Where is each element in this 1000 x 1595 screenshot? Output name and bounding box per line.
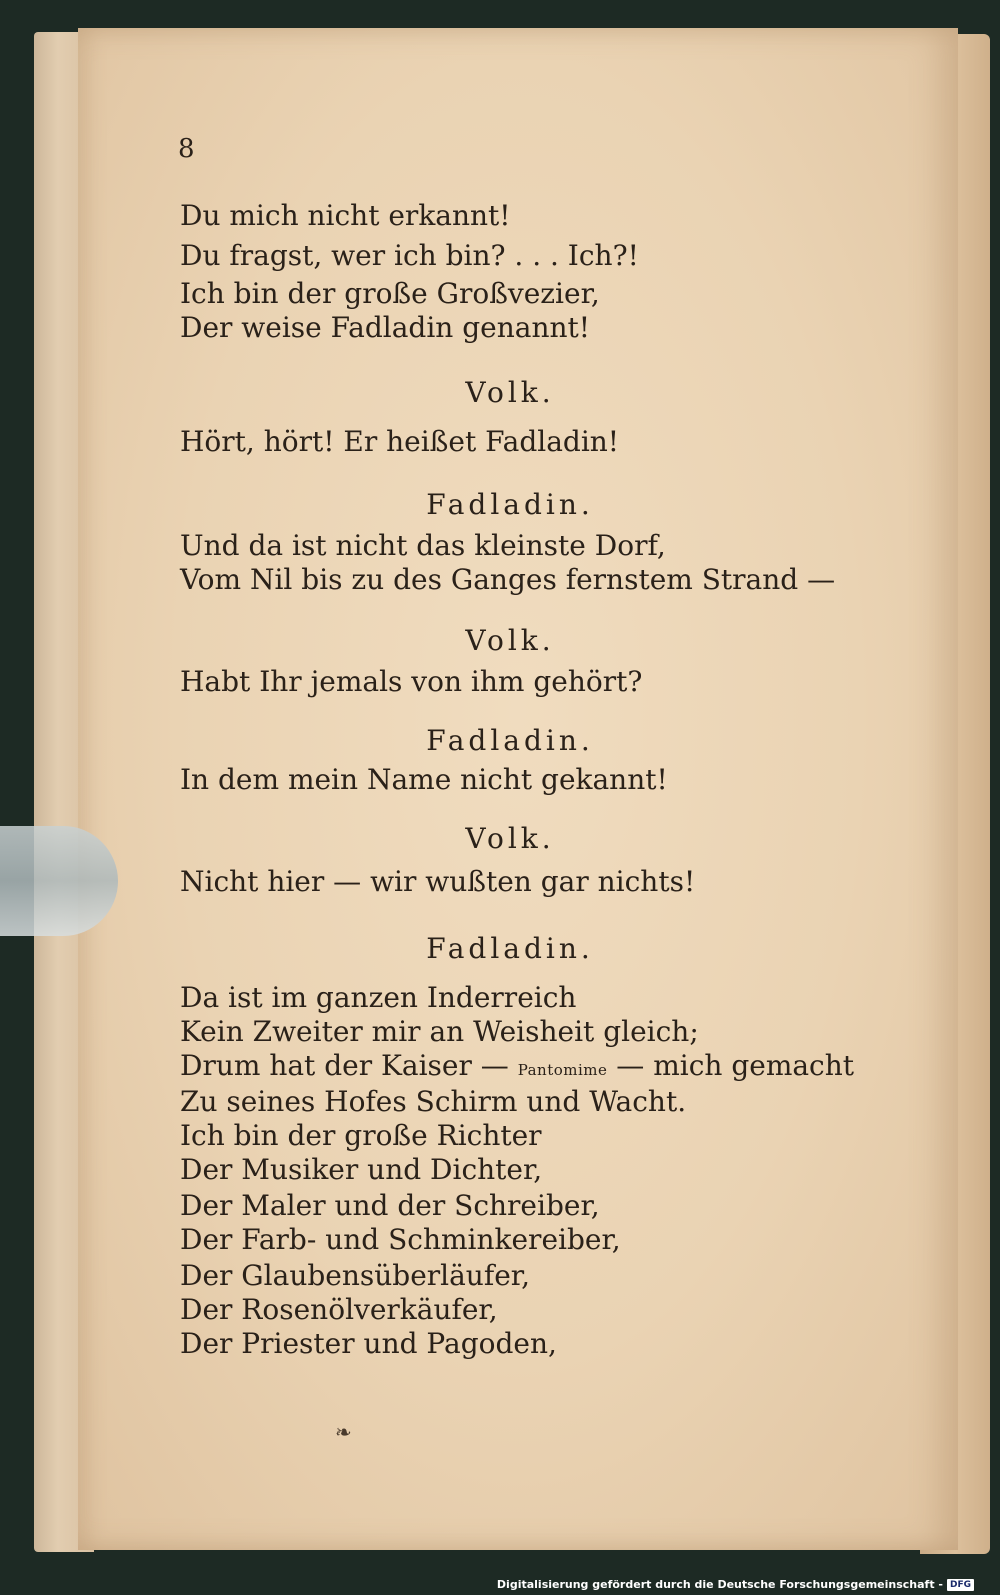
verse-line: [180, 1049, 855, 1082]
verse-line: Zu seines Hofes Schirm und Wacht.: [180, 1085, 687, 1118]
page-number: 8: [178, 134, 195, 164]
verse-line: Da ist im ganzen Inderreich: [180, 981, 577, 1014]
verse-line: Der weise Fadladin genannt!: [180, 311, 591, 344]
verse-line: Der Maler und der Schreiber,: [180, 1189, 600, 1222]
book-clip: [0, 826, 118, 936]
verse-line: Der Rosenölverkäufer,: [180, 1293, 498, 1326]
stage-direction: Pantomime: [517, 1061, 608, 1079]
verse-line: Ich bin der große Richter: [180, 1119, 542, 1152]
speaker-heading: Volk.: [465, 376, 555, 409]
speaker-heading: Fadladin.: [426, 724, 594, 757]
speaker-heading: Volk.: [465, 822, 555, 855]
verse-line: In dem mein Name nicht gekannt!: [180, 763, 668, 796]
footer-credit: [497, 1578, 974, 1591]
verse-line: Der Glaubensüberläufer,: [180, 1259, 530, 1292]
verse-line: Der Farb- und Schminkereiber,: [180, 1223, 621, 1256]
verse-line: Habt Ihr jemals von ihm gehört?: [180, 665, 643, 698]
speaker-heading: Volk.: [465, 624, 555, 657]
verse-line: Nicht hier — wir wußten gar nichts!: [180, 865, 696, 898]
verse-fragment: — mich gemacht: [616, 1049, 855, 1082]
verse-line: Der Priester und Pagoden,: [180, 1327, 557, 1360]
verse-line: Kein Zweiter mir an Weisheit gleich;: [180, 1015, 699, 1048]
verse-line: Du fragst, wer ich bin? . . . Ich?!: [180, 239, 639, 272]
verse-line: Und da ist nicht das kleinste Dorf,: [180, 529, 666, 562]
verse-line: Der Musiker und Dichter,: [180, 1153, 543, 1186]
ornament-icon: ❧: [335, 1420, 352, 1444]
speaker-heading: Fadladin.: [426, 932, 594, 965]
footer-text: Digitalisierung gefördert durch die Deutsche Forschungsgemeinschaft -: [496, 1578, 943, 1591]
verse-line: Du mich nicht erkannt!: [180, 199, 511, 232]
verse-line: Hört, hört! Er heißet Fadladin!: [180, 425, 620, 458]
dfg-logo: DFG: [947, 1579, 974, 1591]
speaker-heading: Fadladin.: [426, 488, 594, 521]
verse-fragment: Drum hat der Kaiser —: [180, 1049, 509, 1082]
verse-line: Vom Nil bis zu des Ganges fernstem Strand —: [180, 563, 836, 596]
verse-line: Ich bin der große Großvezier,: [180, 277, 600, 310]
